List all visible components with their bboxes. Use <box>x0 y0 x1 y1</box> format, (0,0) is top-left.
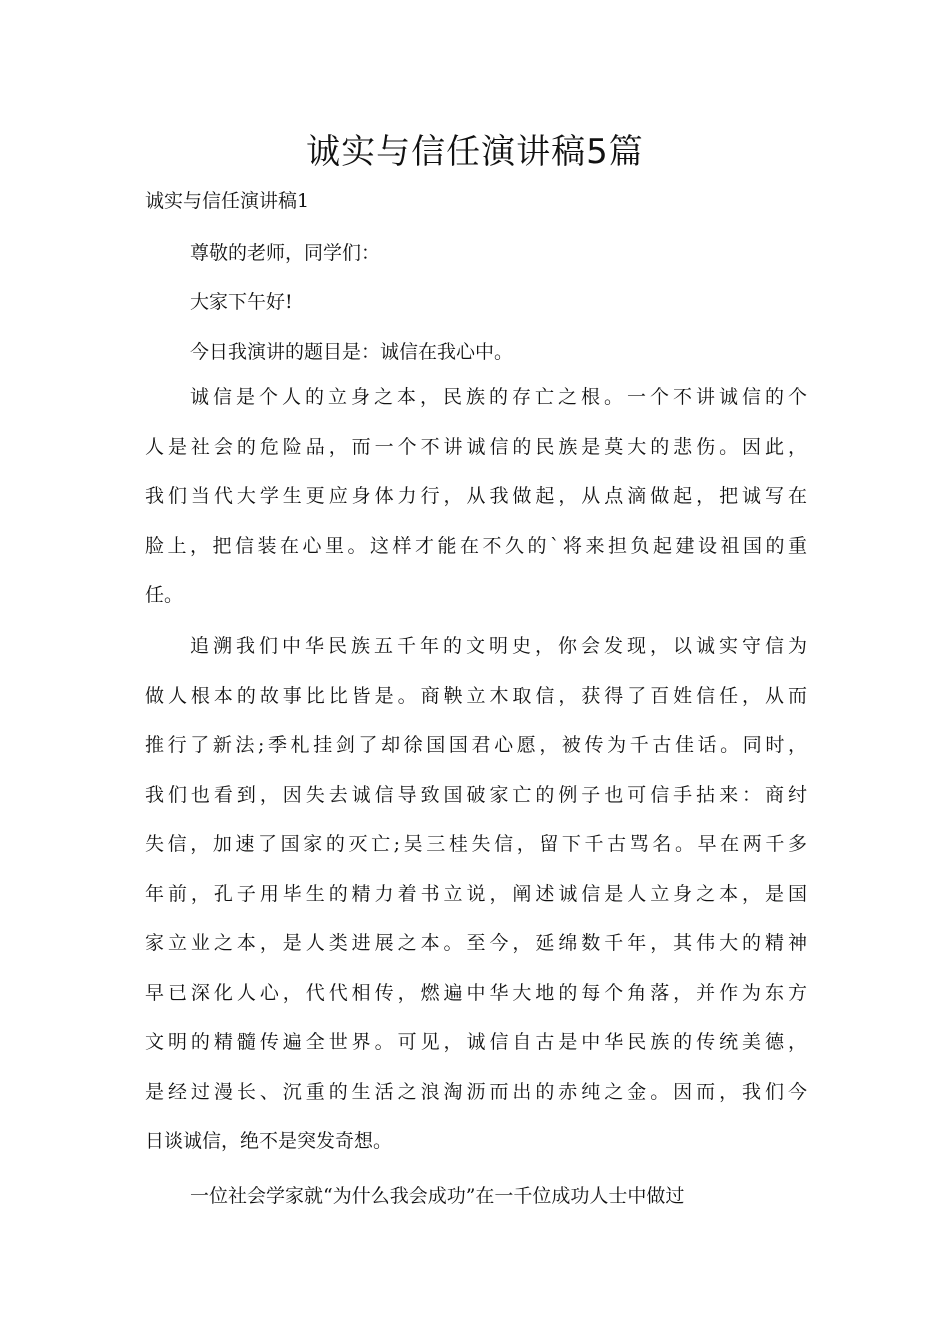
paragraph-line: 我们当代大学生更应身体力行，从我做起，从点滴做起，把诚写在 <box>145 485 807 507</box>
paragraph-line: 我们也看到，因失去诚信导致国破家亡的例子也可信手拈来：商纣 <box>145 783 807 806</box>
paragraph-2 <box>145 622 807 1167</box>
paragraph-line: 推行了新法;季札挂剑了却徐国国君心愿，被传为千古佳话。同时， <box>145 734 807 756</box>
document-title: 诚实与信任演讲稿5篇 <box>306 132 644 172</box>
paragraph-1 <box>145 373 807 621</box>
paragraph-line: 日谈诚信，绝不是突发奇想。 <box>145 1130 393 1152</box>
greeting-line: 大家下午好! <box>190 291 293 313</box>
topic-line: 今日我演讲的题目是：诚信在我心中。 <box>190 341 514 363</box>
paragraph-line: 追溯我们中华民族五千年的文明史，你会发现，以诚实守信为 <box>190 635 807 657</box>
section-heading: 诚实与信任演讲稿1 <box>145 190 310 212</box>
paragraph-line: 任。 <box>145 584 184 606</box>
paragraph-line: 一位社会学家就“为什么我会成功”在一千位成功人士中做过 <box>190 1185 685 1207</box>
salutation-line: 尊敬的老师，同学们： <box>190 242 381 264</box>
paragraph-line: 年前，孔子用毕生的精力着书立说，阐述诚信是人立身之本，是国 <box>145 882 807 905</box>
paragraph-line: 人是社会的危险品，而一个不讲诚信的民族是莫大的悲伤。因此， <box>145 435 807 458</box>
paragraph-line: 失信，加速了国家的灭亡;吴三桂失信，留下千古骂名。早在两千多 <box>145 833 807 855</box>
paragraph-line: 做人根本的故事比比皆是。商鞅立木取信，获得了百姓信任，从而 <box>145 684 807 707</box>
paragraph-line: 家立业之本，是人类进展之本。至今，延绵数千年，其伟大的精神 <box>145 932 807 954</box>
paragraph-line: 早已深化人心，代代相传，燃遍中华大地的每个角落，并作为东方 <box>145 981 807 1004</box>
paragraph-line: 文明的精髓传遍全世界。可见，诚信自古是中华民族的传统美德， <box>145 1031 807 1053</box>
paragraph-line: 是经过漫长、沉重的生活之浪淘沥而出的赤纯之金。因而，我们今 <box>145 1080 807 1103</box>
paragraph-line: 脸上，把信装在心里。这样才能在不久的`将来担负起建设祖国的重 <box>145 534 807 557</box>
paragraph-line: 诚信是个人的立身之本，民族的存亡之根。一个不讲诚信的个 <box>190 386 807 408</box>
paragraph-3 <box>145 1172 807 1222</box>
